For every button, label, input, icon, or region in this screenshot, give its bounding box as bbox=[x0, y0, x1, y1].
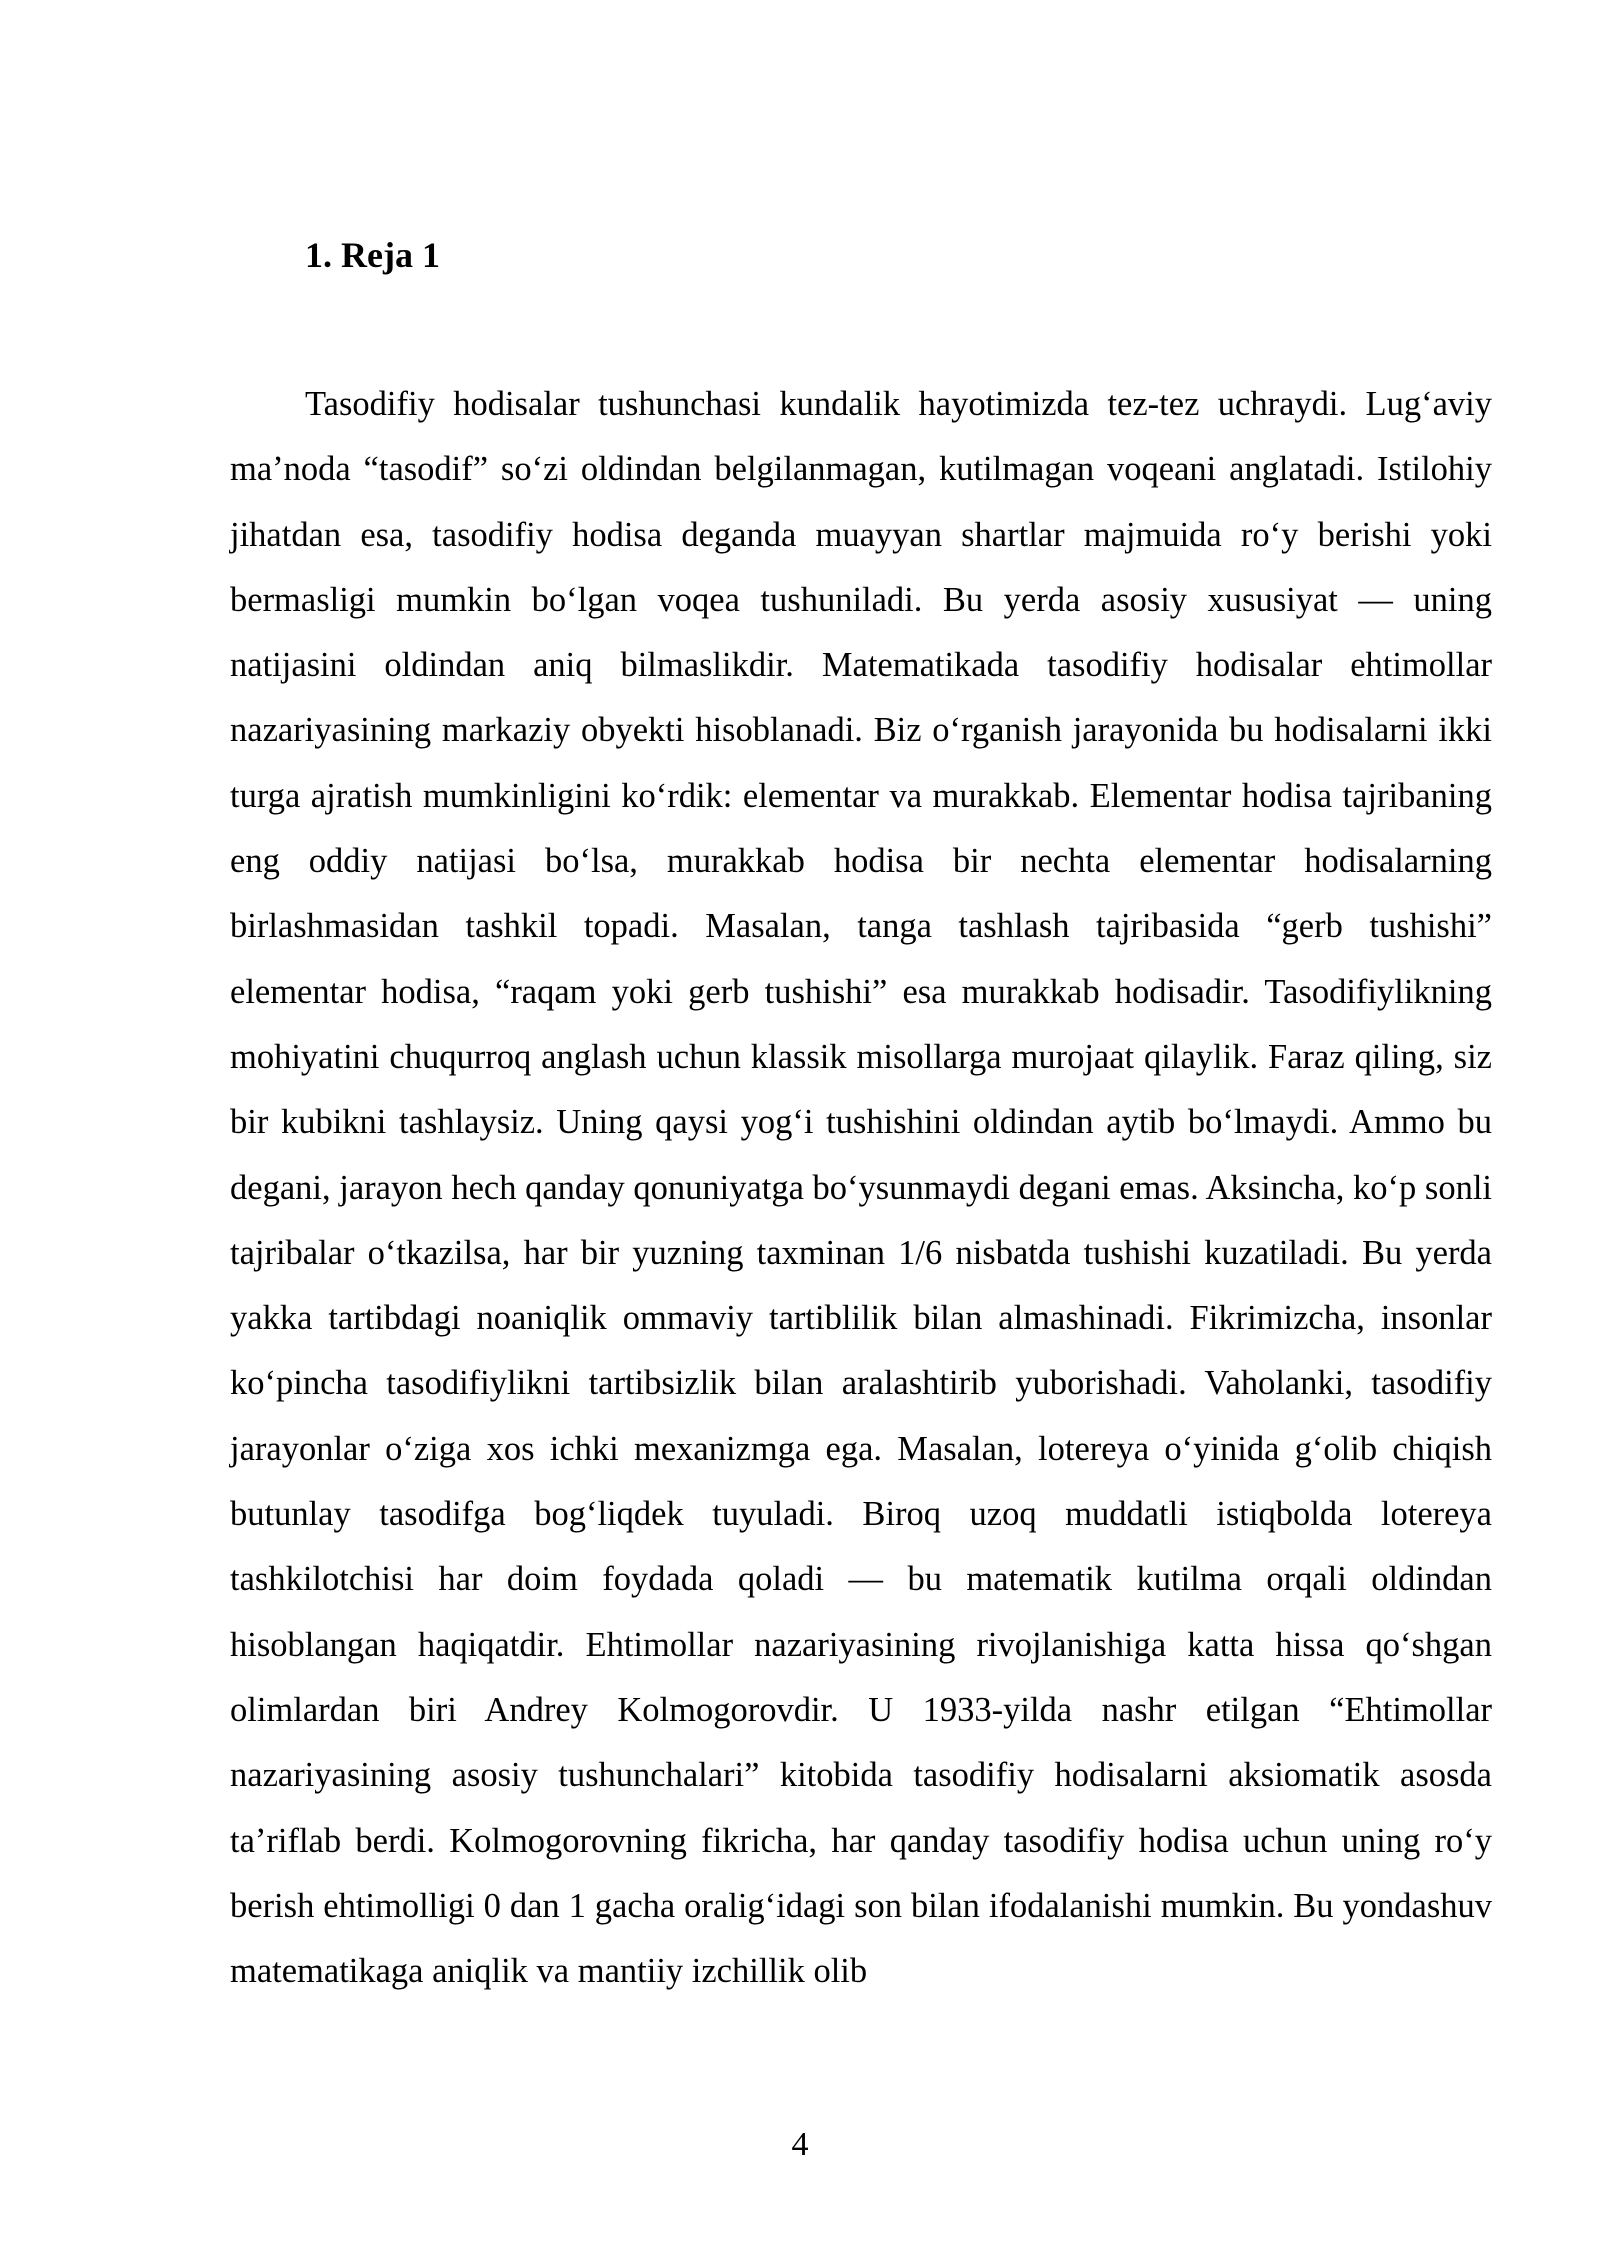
section-heading: 1. Reja 1 bbox=[305, 235, 440, 275]
page-number: 4 bbox=[791, 2126, 809, 2163]
body-paragraph: Tasodifiy hodisalar tushunchasi kundalik hayotimizda tez-tez uchraydi. Lugʻaviy maʼnoda “tasodif” soʻzi oldindan belgilanmagan, kutilmagan voqeani anglatadi. Istilohiy jihatdan esa, tasodifiy hodisa deganda muayyan shartlar majmuida roʻy berishi yoki bermasligi mumkin boʻlgan voqea tushuniladi. Bu yerda asosiy xususiyat — uning natijasini oldindan aniq bilmaslikdir. Matematikada tasodifiy hodisalar ehtimollar nazariyasining markaziy obyekti hisoblanadi. Biz oʻrganish jarayonida bu hodisalarni ikki turga ajratish mumkinligini koʻrdik: elementar va murakkab. Elementar hodisa tajribaning eng oddiy natijasi boʻlsa, murakkab hodisa bir nechta elementar hodisalarning birlashmasidan tashkil topadi. Masalan, tanga tashlash tajribasida “gerb tushishi” elementar hodisa, “raqam yoki gerb tushishi” esa murakkab hodisadir. Tasodifiylikning mohiyatini chuqurroq anglash uchun klassik misollarga murojaat qilaylik. Faraz qiling, siz bir kubikni tashlaysiz. Uning qaysi yogʻi tushishini oldindan aytib boʻlmaydi. Ammo bu degani, jarayon hech qanday qonuniyatga boʻysunmaydi degani emas. Aksincha, koʻp sonli tajribalar oʻtkazilsa, har bir yuzning taxminan 1/6 nisbatda tushishi kuzatiladi. Bu yerda yakka tartibdagi noaniqlik ommaviy tartiblilik bilan almashinadi. Fikrimizcha, insonlar koʻpincha tasodifiylikni tartibsizlik bilan aralashtirib yuborishadi. Vaholanki, tasodifiy jarayonlar oʻziga xos ichki mexanizmga ega. Masalan, lotereya oʻyinida gʻolib chiqish butunlay tasodifga bogʻliqdek tuyuladi. Biroq uzoq muddatli istiqbolda lotereya tashkilotchisi har doim foydada qoladi — bu matematik kutilma orqali oldindan hisoblangan haqiqatdir. Ehtimollar nazariyasining rivojlanishiga katta hissa qoʻshgan olimlardan biri Andrey Kolmogorovdir. U 1933-yilda nashr etilgan “Ehtimollar nazariyasining asosiy tushunchalari” kitobida tasodifiy hodisalarni aksiomatik asosda taʼriflab berdi. Kolmogorovning fikricha, har qanday tasodifiy hodisa uchun uning roʻy berish ehtimolligi 0 dan 1 gacha oraligʻidagi son bilan ifodalanishi mumkin. Bu yondashuv matematikaga aniqlik va mantiiy izchillik olib bbox=[230, 385, 1492, 1991]
